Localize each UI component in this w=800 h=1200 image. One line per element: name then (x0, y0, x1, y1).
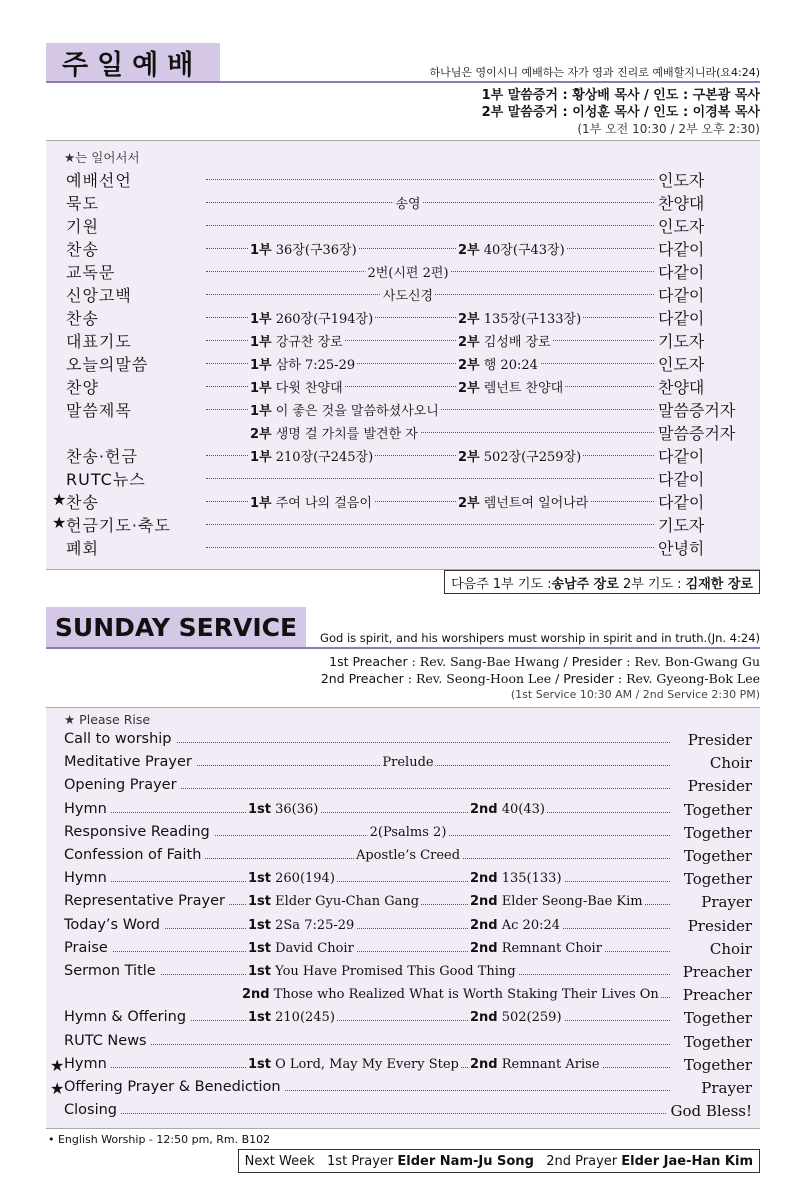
service-part-label: 1부 (250, 381, 272, 396)
detail-text: Those who Realized What is Worth Staking Their Lives On (269, 987, 659, 1003)
korean-item-detail (456, 446, 583, 465)
korean-item-role: 다같이 (658, 306, 750, 329)
english-item-role: Presider (684, 731, 752, 749)
korean-title-text: 주일예배 (62, 49, 203, 81)
service-part-label: 1부 (250, 243, 272, 258)
detail-text: Remnant Arise (497, 1056, 600, 1072)
detail-text: 2(Psalms 2) (369, 824, 447, 840)
english-item-role: Together (680, 870, 752, 888)
detail-text: Remnant Choir (497, 940, 602, 956)
korean-rise-note: ★는 일어서서 (64, 150, 140, 165)
english-row (64, 1033, 752, 1056)
english-row (64, 801, 752, 824)
korean-next-week-2nd-name: 김재한 장로 (685, 576, 753, 592)
english-row (64, 986, 752, 1009)
rise-star-icon: ★ (50, 1055, 65, 1075)
service-part-label: 1부 (250, 312, 272, 327)
detail-text: 주여 나의 걸음이 (271, 496, 372, 511)
detail-text: Elder Seong-Bae Kim (497, 894, 643, 910)
service-part-label: 1부 (250, 496, 272, 511)
english-row (64, 870, 752, 893)
english-row (64, 731, 752, 754)
korean-item-detail (248, 331, 345, 350)
detail-text: 36(36) (271, 801, 319, 817)
korean-row (66, 306, 750, 329)
english-item-role: Presider (684, 917, 752, 935)
detail-text: 260(194) (271, 871, 335, 887)
korean-item-detail (248, 492, 374, 511)
english-item-detail (246, 1010, 337, 1025)
service-part-label: 2nd (470, 801, 498, 817)
english-item-role: Together (680, 801, 752, 819)
english-item-role: Together (680, 1056, 752, 1074)
english-item-role: Together (680, 847, 752, 865)
english-item-label: Call to worship (64, 731, 176, 747)
korean-item-label: 폐회 (66, 539, 99, 558)
english-item-role: Prayer (697, 893, 752, 911)
service-part-label: 2nd (470, 894, 498, 910)
korean-verse: 하나님은 영이시니 예배하는 자가 영과 진리로 예배할지니라(요4:24) (429, 66, 760, 79)
korean-item-label: 찬양 (66, 378, 99, 397)
service-part-label: 2부 (458, 335, 480, 350)
english-row (64, 754, 752, 777)
detail-text: 260장(구194장) (271, 312, 374, 327)
detail-text: 40장(구43장) (479, 243, 565, 258)
english-item-detail (468, 871, 564, 886)
dotted-leader (206, 179, 654, 180)
dotted-leader (206, 547, 654, 548)
english-item-role: Together (680, 1009, 752, 1027)
korean-item-role: 인도자 (658, 352, 750, 375)
english-item-label: Today’s Word (64, 917, 164, 933)
english-item-label: Hymn (64, 801, 111, 817)
english-2nd-presider-name: : Rev. Gyeong-Bok Lee (613, 670, 760, 686)
english-next-week-2nd-label: 2nd Prayer (533, 1153, 622, 1169)
korean-row (66, 237, 750, 260)
korean-item-detail (393, 193, 422, 212)
english-row (64, 893, 752, 916)
detail-text: 이 좋은 것을 말씀하셨사오니 (271, 404, 439, 419)
korean-item-role: 다같이 (658, 490, 750, 513)
korean-row (66, 214, 750, 237)
korean-row (66, 398, 750, 421)
english-row (50, 1055, 752, 1079)
korean-row (66, 329, 750, 352)
service-part-label: 1부 (250, 404, 272, 419)
korean-item-detail (248, 239, 359, 258)
korean-item-role: 말씀증거자 (658, 421, 750, 444)
korean-item-role: 인도자 (658, 214, 750, 237)
detail-text: 2Sa 7:25-29 (271, 917, 355, 933)
service-part-label: 2nd (470, 871, 498, 887)
service-part-label: 1st (248, 871, 271, 887)
detail-text: 행 20:24 (479, 358, 538, 373)
korean-preachers (482, 87, 760, 138)
korean-item-detail (248, 308, 375, 327)
english-item-detail (380, 755, 435, 770)
korean-item-detail (365, 262, 450, 281)
service-part-label: 1부 (250, 335, 272, 350)
english-1st-preacher-label: 1st Preacher (329, 654, 408, 669)
service-part-label: 2부 (458, 243, 480, 258)
korean-row (52, 513, 750, 536)
detail-text: 210(245) (271, 1010, 335, 1026)
english-item-detail (246, 964, 518, 979)
dotted-leader (206, 225, 654, 226)
korean-item-detail (456, 331, 553, 350)
english-item-role: Presider (684, 777, 752, 795)
english-item-detail (468, 894, 645, 909)
english-worship-note: • English Worship - 12:50 pm, Rm. B102 (48, 1133, 271, 1146)
rise-star-icon: ★ (50, 1079, 65, 1098)
rise-star-icon: ★ (52, 490, 67, 509)
english-preacher-line-2 (321, 671, 760, 688)
service-part-label: 1st (248, 940, 271, 956)
english-next-week-1st-name: Elder Nam-Ju Song (397, 1153, 534, 1169)
service-part-label: 2부 (458, 312, 480, 327)
service-part-label: 2부 (458, 450, 480, 465)
service-part-label: 2부 (458, 358, 480, 373)
korean-item-detail (456, 377, 565, 396)
korean-item-label: 헌금기도·축도 (66, 516, 171, 535)
english-item-label: Hymn (64, 1056, 111, 1072)
service-part-label: 2nd (470, 1010, 498, 1026)
detail-text: 사도신경 (382, 289, 434, 304)
english-item-label: Responsive Reading (64, 824, 214, 840)
english-item-role: Together (680, 1033, 752, 1051)
english-item-detail (368, 825, 449, 840)
english-next-week-1st-label: Next Week 1st Prayer (244, 1153, 398, 1169)
korean-item-role: 기도자 (658, 513, 750, 536)
english-1st-presider-name: : Rev. Bon-Gwang Gu (622, 654, 760, 669)
english-item-role: Choir (706, 940, 752, 958)
english-next-week-box (238, 1149, 760, 1173)
korean-item-label: 찬송 (66, 493, 99, 512)
service-part-label: 1st (248, 964, 271, 979)
detail-text: 렘넌트여 일어나라 (479, 496, 589, 511)
korean-row (66, 444, 750, 467)
english-item-detail (246, 1057, 461, 1072)
korean-item-label: 기원 (66, 217, 99, 236)
english-title-text: SUNDAY SERVICE (54, 612, 298, 642)
english-item-label: Offering Prayer & Benediction (64, 1079, 285, 1095)
korean-item-label: 오늘의말씀 (66, 355, 149, 374)
korean-item-detail (381, 285, 435, 304)
service-part-label: 1st (248, 1056, 271, 1072)
korean-row (66, 191, 750, 214)
service-part-label: 1st (248, 1010, 271, 1026)
korean-next-week-1st-name: 송남주 장로 (551, 576, 619, 592)
english-title (46, 607, 306, 647)
english-item-role: God Bless! (666, 1102, 752, 1120)
english-item-detail (354, 848, 462, 863)
service-part-label: 2nd (470, 917, 498, 933)
korean-item-detail (456, 492, 590, 511)
service-part-label: 1부 (250, 450, 272, 465)
detail-text: 502(259) (497, 1010, 562, 1026)
english-item-label: RUTC News (64, 1033, 151, 1049)
detail-text: Prelude (382, 755, 434, 771)
korean-item-detail (248, 423, 420, 442)
detail-text: You Have Promised This Good Thing (271, 964, 516, 979)
english-row (64, 1102, 752, 1125)
korean-item-role: 다같이 (658, 260, 750, 283)
korean-item-label: 찬송·헌금 (66, 447, 138, 466)
korean-item-role: 인도자 (658, 168, 750, 191)
korean-row (66, 168, 750, 191)
detail-text: 40(43) (497, 801, 545, 817)
english-item-detail (246, 918, 356, 933)
korean-item-role: 다같이 (658, 283, 750, 306)
dotted-leader (64, 881, 670, 882)
english-row (64, 940, 752, 963)
english-verse: God is spirit, and his worshipers must worship in spirit and in truth.(Jn. 4:24) (320, 631, 760, 645)
detail-text: 송영 (395, 197, 421, 212)
english-item-detail (468, 802, 547, 817)
english-item-detail (468, 1010, 564, 1025)
dotted-leader (64, 1113, 670, 1114)
english-item-label: Hymn & Offering (64, 1009, 190, 1025)
detail-text: O Lord, May My Every Step (271, 1056, 459, 1072)
english-item-label: Opening Prayer (64, 777, 181, 793)
korean-row (66, 467, 750, 490)
korean-item-detail (248, 354, 357, 373)
korean-item-label: 찬송 (66, 309, 99, 328)
detail-text: 502장(구259장) (479, 450, 582, 465)
english-row (64, 963, 752, 986)
dotted-leader (206, 478, 654, 479)
english-next-week-2nd-name: Elder Jae-Han Kim (621, 1153, 753, 1169)
korean-item-detail (456, 308, 583, 327)
english-rise-note: ★ Please Rise (64, 712, 151, 727)
korean-item-label: 신앙고백 (66, 286, 132, 305)
korean-item-label: RUTC뉴스 (66, 470, 146, 489)
korean-row (66, 260, 750, 283)
english-1st-preacher-name: : Rev. Sang-Bae Hwang / (407, 654, 572, 669)
korean-item-role: 찬양대 (658, 375, 750, 398)
detail-text: David Choir (271, 940, 354, 956)
korean-item-label: 예배선언 (66, 171, 132, 190)
english-item-detail (468, 941, 604, 956)
english-item-detail (246, 941, 356, 956)
english-item-detail (468, 1057, 602, 1072)
korean-item-detail (456, 354, 540, 373)
detail-text: 210장(구245장) (271, 450, 374, 465)
detail-text: 렘넌트 찬양대 (479, 381, 564, 396)
korean-service-times: (1부 오전 10:30 / 2부 오후 2:30) (577, 122, 760, 136)
korean-next-week-1st-label: 다음주 1부 기도 : (451, 576, 552, 592)
detail-text: 다윗 찬양대 (271, 381, 343, 396)
korean-title-rule (46, 81, 760, 83)
korean-row (66, 352, 750, 375)
english-row (64, 917, 752, 940)
detail-text: 생명 걸 가치를 발견한 자 (271, 427, 418, 442)
english-title-rule (46, 647, 760, 649)
dotted-leader (206, 202, 654, 203)
korean-item-detail (248, 377, 345, 396)
detail-text: 135장(구133장) (479, 312, 582, 327)
korean-item-label: 찬송 (66, 240, 99, 259)
korean-item-role: 다같이 (658, 237, 750, 260)
korean-item-role: 다같이 (658, 467, 750, 490)
english-row (50, 1079, 752, 1102)
english-preachers (321, 654, 760, 704)
english-row (64, 1009, 752, 1032)
detail-text: 36장(구36장) (271, 243, 357, 258)
english-item-role: Together (680, 824, 752, 842)
service-part-label: 2부 (250, 427, 272, 442)
english-item-role: Preacher (679, 963, 752, 981)
english-item-label: Sermon Title (64, 963, 160, 979)
korean-item-label: 말씀제목 (66, 401, 132, 420)
english-item-detail (246, 802, 320, 817)
korean-row (66, 536, 750, 559)
korean-item-role: 안녕히 (658, 536, 750, 559)
dotted-leader (206, 524, 654, 525)
english-item-label: Hymn (64, 870, 111, 886)
english-item-label: Praise (64, 940, 112, 956)
service-part-label: 2nd (470, 1056, 498, 1072)
english-item-label: Representative Prayer (64, 893, 229, 909)
detail-text: 2번(시편 2편) (367, 266, 449, 281)
dotted-leader (64, 812, 670, 813)
korean-item-role: 찬양대 (658, 191, 750, 214)
korean-row (66, 375, 750, 398)
detail-text: 김성배 장로 (479, 335, 551, 350)
korean-preacher-line-2: 2부 말씀증거 : 이성훈 목사 / 인도 : 이경복 목사 (481, 105, 760, 120)
korean-row (66, 283, 750, 306)
korean-preacher-line-1: 1부 말씀증거 : 황상배 목사 / 인도 : 구본광 목사 (481, 88, 760, 103)
korean-item-detail (248, 400, 441, 419)
service-part-label: 1부 (250, 358, 272, 373)
detail-text: 삼하 7:25-29 (271, 358, 356, 373)
english-item-label: Confession of Faith (64, 847, 205, 863)
english-item-detail (246, 894, 421, 909)
dotted-leader (64, 1044, 670, 1045)
english-row (64, 847, 752, 870)
service-part-label: 1st (248, 894, 271, 910)
english-item-label: Closing (64, 1102, 121, 1118)
service-part-label: 1st (248, 801, 271, 817)
english-item-detail (468, 918, 562, 933)
english-item-detail (246, 871, 337, 886)
english-2nd-preacher-name: : Rev. Seong-Hoon Lee / (403, 670, 564, 686)
service-part-label: 2부 (458, 381, 480, 396)
korean-next-week-2nd-label: 2부 기도 : (618, 576, 686, 592)
english-item-role: Preacher (679, 986, 752, 1004)
detail-text: Elder Gyu-Chan Gang (271, 894, 420, 910)
korean-item-label: 묵도 (66, 194, 99, 213)
detail-text: 강규찬 장로 (271, 335, 343, 350)
english-item-label: Meditative Prayer (64, 754, 196, 770)
service-part-label: 2nd (242, 987, 270, 1003)
english-1st-presider-label: Presider (571, 654, 623, 669)
rise-star-icon: ★ (52, 513, 67, 532)
korean-row (52, 490, 750, 513)
detail-text: Ac 20:24 (497, 917, 561, 933)
english-preacher-line-1 (321, 654, 760, 671)
korean-item-label: 대표기도 (66, 332, 132, 351)
korean-item-label: 교독문 (66, 263, 116, 282)
korean-item-role: 말씀증거자 (658, 398, 750, 421)
korean-item-detail (456, 239, 567, 258)
korean-item-role: 기도자 (658, 329, 750, 352)
korean-item-detail (248, 446, 375, 465)
korean-item-role: 다같이 (658, 444, 750, 467)
service-part-label: 2부 (458, 496, 480, 511)
english-item-detail (240, 987, 661, 1002)
english-2nd-preacher-label: 2nd Preacher (320, 670, 404, 686)
english-row (64, 824, 752, 847)
korean-next-week-box (444, 570, 760, 594)
detail-text: 135(133) (497, 871, 562, 887)
english-service-times: (1st Service 10:30 AM / 2nd Service 2:30 PM) (510, 688, 760, 701)
service-part-label: 2nd (470, 940, 498, 956)
korean-title (46, 43, 220, 81)
detail-text: Apostle’s Creed (355, 848, 461, 863)
english-item-role: Prayer (697, 1079, 752, 1097)
english-2nd-presider-label: Presider (563, 670, 614, 686)
english-row (64, 777, 752, 800)
korean-row (66, 421, 750, 444)
service-part-label: 1st (248, 917, 271, 933)
english-item-role: Choir (706, 754, 752, 772)
